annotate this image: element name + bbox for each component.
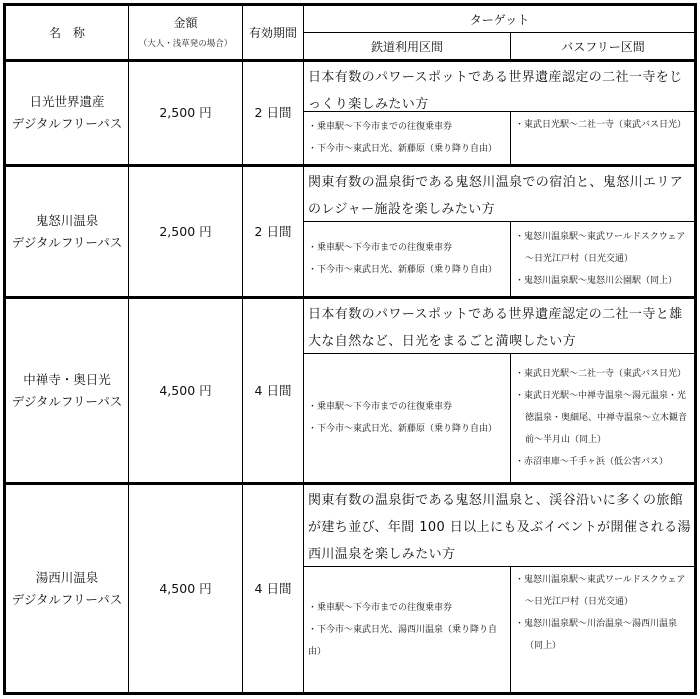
rail-item: ・下今市～東武日光、新藤原（乗り降り自由） xyxy=(308,424,498,434)
row1-rail-list xyxy=(304,112,510,164)
header-rail-section xyxy=(304,33,510,59)
header-bus-section xyxy=(511,33,695,59)
row1-name-line2: デジタルフリーパス xyxy=(11,116,123,131)
row1-validity xyxy=(243,62,303,164)
row4-validity xyxy=(243,485,303,693)
row4-validity-value: 4 日間 xyxy=(254,581,292,596)
row1-validity-value: 2 日間 xyxy=(254,105,292,120)
bus-item-continued: ～日光江戸村（日光交通） xyxy=(525,597,634,607)
bus-item: ・鬼怒川温泉駅～東武ワールドスクウェア xyxy=(515,575,686,585)
header-validity xyxy=(243,6,303,59)
header-validity-label: 有効期間 xyxy=(248,26,297,40)
row2-bus-list xyxy=(511,222,695,296)
row1-name-line1: 日光世界遺産 xyxy=(29,94,105,109)
row2-validity xyxy=(243,167,303,296)
row2-name-line1: 鬼怒川温泉 xyxy=(35,212,99,228)
row3-bus-list xyxy=(511,354,695,482)
rail-item: ・乗車駅～下今市までの往復乗車券 xyxy=(308,402,453,412)
bus-item: ・鬼怒川温泉駅～鬼怒川公園駅（同上） xyxy=(515,276,678,286)
header-bus-label: バスフリー区間 xyxy=(561,39,645,54)
header-price xyxy=(129,6,242,59)
row3-name-line1: 中禅寺・奥日光 xyxy=(23,371,111,387)
row4-name-line1: 湯西川温泉 xyxy=(35,570,99,585)
row2-price xyxy=(129,167,242,296)
row2-validity-value: 2 日間 xyxy=(254,223,292,239)
row1-price-value: 2,500 円 xyxy=(159,105,212,120)
header-price-note: （大人・浅草発の場合） xyxy=(138,38,233,49)
row1-name xyxy=(6,62,128,164)
row2-name xyxy=(6,167,128,296)
bus-item: ・東武日光駅～二社一寺（東武バス日光） xyxy=(515,369,687,379)
header-target xyxy=(304,6,695,32)
row2-name-line2: デジタルフリーパス xyxy=(11,234,123,250)
row1-bus-list xyxy=(511,112,695,164)
row4-rail-list xyxy=(304,567,510,693)
bus-item: ・鬼怒川温泉駅～川治温泉～湯西川温泉 xyxy=(515,619,678,629)
row3-name xyxy=(6,299,128,482)
row4-price xyxy=(129,485,242,693)
row4-name-line2: デジタルフリーパス xyxy=(11,592,123,607)
row1-price xyxy=(129,62,242,164)
rail-item: ・乗車駅～下今市までの往復乗車券 xyxy=(308,603,453,613)
row3-validity xyxy=(243,299,303,482)
rail-item: ・下今市～東武日光、新藤原（乗り降り自由） xyxy=(308,144,498,154)
row3-validity-value: 4 日間 xyxy=(254,382,292,398)
rail-item: ・下今市～東武日光、新藤原（乗り降り自由） xyxy=(308,265,498,275)
row2-target: 関東有数の温泉街である鬼怒川温泉での宿泊と、鬼怒川エリアのレジャー施設を楽しみたい方 xyxy=(308,175,684,217)
bus-item-continued: 徳温泉・奥細尾、中禅寺温泉～立木観音 xyxy=(525,413,688,423)
rail-item: ・乗車駅～下今市までの往復乗車券 xyxy=(308,122,453,132)
row3-name-line2: デジタルフリーパス xyxy=(11,393,123,409)
row4-target: 関東有数の温泉街である鬼怒川温泉と、渓谷沿いに多くの旅館が建ち並び、年間 100 日以上にも及ぶイベントが開催される湯西川温泉を楽しみたい方 xyxy=(308,493,691,562)
bus-item: ・鬼怒川温泉駅～東武ワールドスクウェア xyxy=(515,232,686,242)
rail-item: ・乗車駅～下今市までの往復乗車券 xyxy=(308,243,453,253)
header-name-label: 名 称 xyxy=(48,26,85,40)
header-name xyxy=(6,6,128,59)
row1-target: 日本有数のパワースポットである世界遺産認定の二社一寺をじっくり楽しみたい方 xyxy=(308,70,683,112)
bus-item: ・東武日光駅～二社一寺（東武バス日光） xyxy=(515,120,687,130)
row3-target: 日本有数のパワースポットである世界遺産認定の二社一寺と雄大な自然など、日光をまるごと満喫したい方 xyxy=(308,307,683,349)
row3-price-value: 4,500 円 xyxy=(159,382,212,398)
header-price-label: 金額 xyxy=(173,15,198,30)
rail-item: ・下今市～東武日光、湯西川温泉（乗り降り自由） xyxy=(308,625,498,657)
bus-item-continued: （同上） xyxy=(525,641,562,651)
row2-rail-list xyxy=(304,222,510,296)
bus-item: ・赤沼車庫～千手ヶ浜（低公害バス） xyxy=(515,457,669,467)
bus-item-continued: ～日光江戸村（日光交通） xyxy=(525,254,634,264)
row4-name xyxy=(6,485,128,693)
bus-item: ・東武日光駅～中禅寺温泉～湯元温泉・光 xyxy=(515,391,687,401)
bus-item-continued: 前～半月山（同上） xyxy=(525,435,607,445)
row2-price-value: 2,500 円 xyxy=(159,223,212,239)
row4-price-value: 4,500 円 xyxy=(159,581,212,596)
header-target-label: ターゲット xyxy=(469,12,530,27)
row4-bus-list xyxy=(511,567,695,693)
header-rail-label: 鉄道利用区間 xyxy=(370,39,443,54)
row3-price xyxy=(129,299,242,482)
row3-rail-list xyxy=(304,354,510,482)
